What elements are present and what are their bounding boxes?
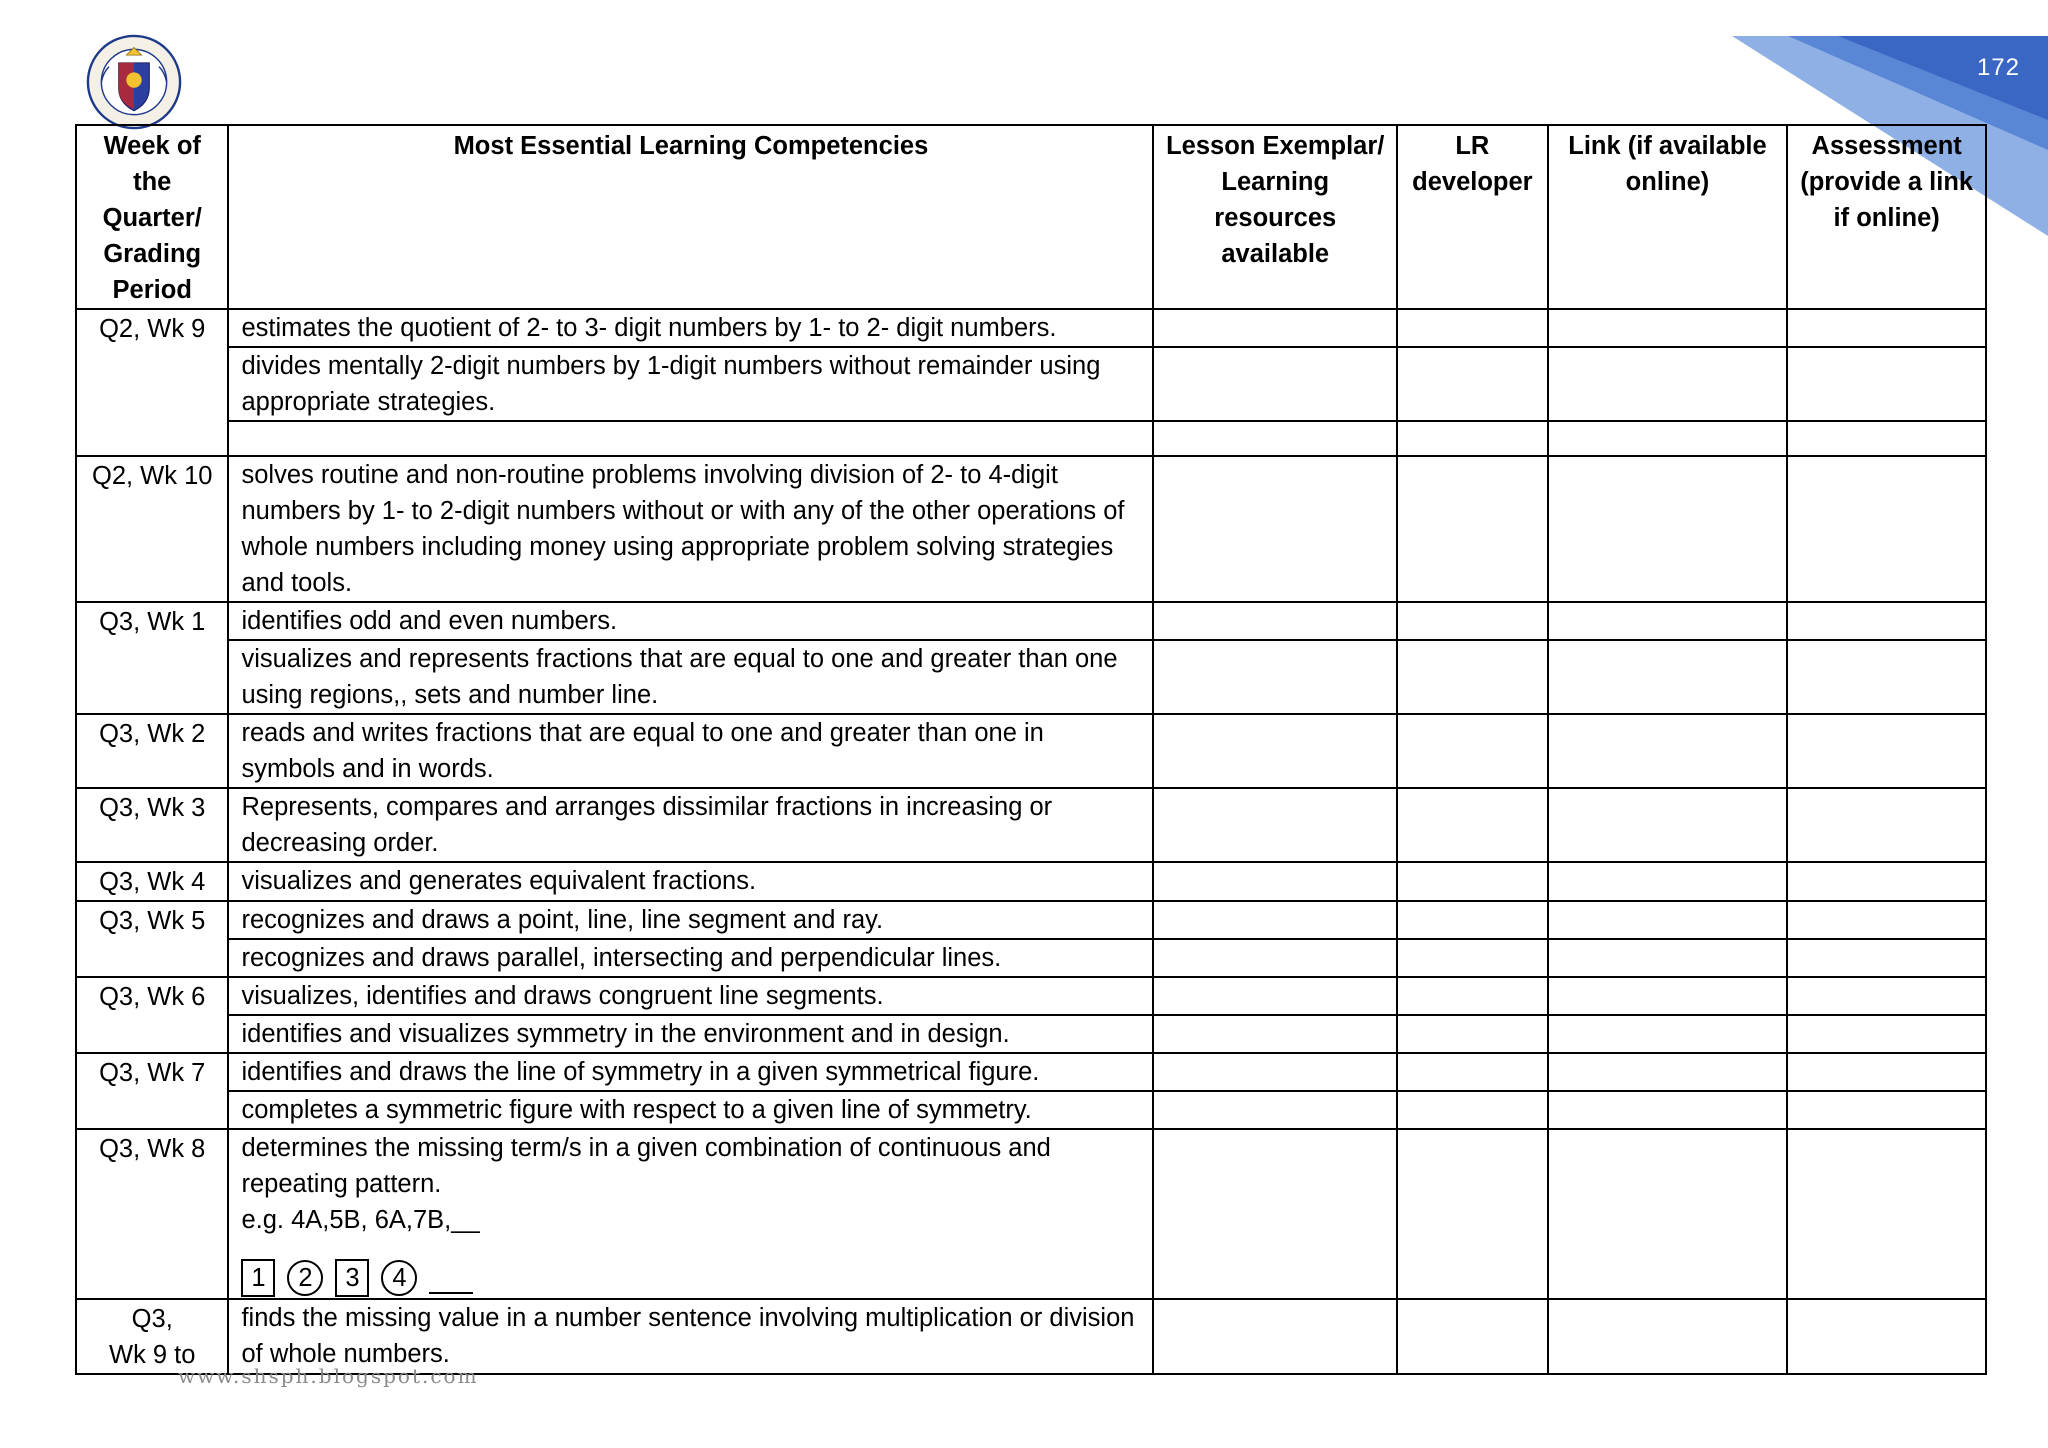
table-row xyxy=(76,640,1986,714)
pattern-circle: 2 xyxy=(287,1260,323,1296)
empty-cell xyxy=(1397,862,1547,901)
empty-cell xyxy=(1548,1129,1788,1299)
week-cell: Q3, Wk 8 xyxy=(76,1129,228,1299)
competency-text: determines the missing term/s in a given combination of continuous and repeating pattern. xyxy=(241,1134,1051,1198)
page-number: 172 xyxy=(1976,54,2020,81)
header-link: Link (if available online) xyxy=(1548,125,1788,309)
week-cell: Q3, Wk 2 xyxy=(76,714,228,788)
table-row xyxy=(76,1053,1986,1091)
empty-cell xyxy=(1397,1053,1547,1091)
header-lesson-exemplar: Lesson Exemplar/ Learning resources available xyxy=(1153,125,1397,309)
table-row xyxy=(76,1015,1986,1053)
week-cell: Q3, Wk 4 xyxy=(76,862,228,901)
week-cell: Q3, Wk 6 xyxy=(76,977,228,1053)
table-header-row xyxy=(76,125,1986,309)
table-row xyxy=(76,1129,1986,1299)
empty-cell xyxy=(1397,788,1547,862)
table-row xyxy=(76,347,1986,421)
competency-cell: estimates the quotient of 2- to 3- digit numbers by 1- to 2- digit numbers. xyxy=(228,309,1153,347)
empty-cell xyxy=(1787,421,1986,456)
empty-cell xyxy=(1153,347,1397,421)
competency-cell: solves routine and non-routine problems involving division of 2- to 4-digit numbers by 1- to 2-digit numbers without or with any of the other operations of whole numbers including money using appropriate problem solving strategies and tools. xyxy=(228,456,1153,602)
table-row xyxy=(76,714,1986,788)
empty-cell xyxy=(1787,901,1986,939)
empty-cell xyxy=(1153,901,1397,939)
empty-cell xyxy=(1153,1129,1397,1299)
week-cell: Q3, Wk 1 xyxy=(76,602,228,714)
empty-cell xyxy=(1397,1015,1547,1053)
empty-cell xyxy=(1548,456,1788,602)
pattern-blank xyxy=(429,1262,473,1294)
week-cell: Q2, Wk 10 xyxy=(76,456,228,602)
table-row xyxy=(76,862,1986,901)
empty-cell xyxy=(1153,602,1397,640)
empty-cell xyxy=(1397,602,1547,640)
week-cell: Q2, Wk 9 xyxy=(76,309,228,456)
empty-cell xyxy=(1153,640,1397,714)
competency-cell: recognizes and draws parallel, intersecting and perpendicular lines. xyxy=(228,939,1153,977)
competency-cell: reads and writes fractions that are equal to one and greater than one in symbols and in words. xyxy=(228,714,1153,788)
competency-cell: completes a symmetric figure with respect to a given line of symmetry. xyxy=(228,1091,1153,1129)
competency-cell: identifies odd and even numbers. xyxy=(228,602,1153,640)
empty-cell xyxy=(1548,714,1788,788)
empty-cell xyxy=(1787,1091,1986,1129)
pattern-square: 1 xyxy=(241,1259,275,1297)
week-cell: Q3, Wk 5 xyxy=(76,901,228,977)
header-assessment: Assessment (provide a link if online) xyxy=(1787,125,1986,309)
empty-cell xyxy=(1397,977,1547,1015)
competency-cell: finds the missing value in a number sentence involving multiplication or division of whole numbers. xyxy=(228,1299,1153,1374)
empty-cell xyxy=(1787,1129,1986,1299)
empty-cell xyxy=(1397,347,1547,421)
pattern-square: 3 xyxy=(335,1259,369,1297)
table-row xyxy=(76,309,1986,347)
empty-cell xyxy=(1787,309,1986,347)
competency-cell: recognizes and draws a point, line, line segment and ray. xyxy=(228,901,1153,939)
empty-cell xyxy=(1787,939,1986,977)
table-row xyxy=(76,602,1986,640)
empty-cell xyxy=(1548,640,1788,714)
table-row xyxy=(76,1091,1986,1129)
competency-cell: identifies and visualizes symmetry in the environment and in design. xyxy=(228,1015,1153,1053)
empty-cell xyxy=(1397,309,1547,347)
empty-cell xyxy=(1153,1053,1397,1091)
competency-cell: visualizes and represents fractions that are equal to one and greater than one using regions,, sets and number line. xyxy=(228,640,1153,714)
competency-cell xyxy=(228,421,1153,456)
deped-seal-logo xyxy=(86,34,182,130)
empty-cell xyxy=(1787,788,1986,862)
empty-cell xyxy=(1548,977,1788,1015)
week-cell: Q3, Wk 3 xyxy=(76,788,228,862)
empty-cell xyxy=(1787,977,1986,1015)
empty-cell xyxy=(1787,862,1986,901)
empty-cell xyxy=(1787,1015,1986,1053)
competency-cell: visualizes, identifies and draws congruent line segments. xyxy=(228,977,1153,1015)
empty-cell xyxy=(1153,421,1397,456)
week-line: Wk 9 to xyxy=(109,1341,196,1369)
watermark: www.shsph.blogspot.com xyxy=(178,1364,479,1388)
empty-cell xyxy=(1548,421,1788,456)
empty-cell xyxy=(1153,714,1397,788)
empty-cell xyxy=(1397,939,1547,977)
empty-cell xyxy=(1787,456,1986,602)
table-row xyxy=(76,1299,1986,1374)
competency-table xyxy=(75,124,1987,1375)
empty-cell xyxy=(1548,939,1788,977)
header-lr-developer: LR developer xyxy=(1397,125,1547,309)
table-row xyxy=(76,939,1986,977)
table-row xyxy=(76,421,1986,456)
header-week: Week of the Quarter/ Grading Period xyxy=(76,125,228,309)
empty-cell xyxy=(1397,1129,1547,1299)
empty-cell xyxy=(1397,421,1547,456)
empty-cell xyxy=(1787,1053,1986,1091)
empty-cell xyxy=(1153,1015,1397,1053)
empty-cell xyxy=(1548,788,1788,862)
week-cell: Q3, Wk 7 xyxy=(76,1053,228,1129)
empty-cell xyxy=(1787,1299,1986,1374)
empty-cell xyxy=(1153,977,1397,1015)
empty-cell xyxy=(1153,309,1397,347)
empty-cell xyxy=(1397,456,1547,602)
table-row xyxy=(76,901,1986,939)
empty-cell xyxy=(1548,309,1788,347)
empty-cell xyxy=(1548,901,1788,939)
empty-cell xyxy=(1397,640,1547,714)
pattern-circle: 4 xyxy=(381,1260,417,1296)
empty-cell xyxy=(1548,1015,1788,1053)
empty-cell xyxy=(1153,456,1397,602)
week-line: Q3, xyxy=(131,1305,173,1333)
empty-cell xyxy=(1548,1091,1788,1129)
competency-cell: visualizes and generates equivalent fractions. xyxy=(228,862,1153,901)
competency-cell: divides mentally 2-digit numbers by 1-digit numbers without remainder using appropriate strategies. xyxy=(228,347,1153,421)
empty-cell xyxy=(1153,788,1397,862)
week-cell xyxy=(76,1299,228,1374)
empty-cell xyxy=(1153,939,1397,977)
empty-cell xyxy=(1153,862,1397,901)
empty-cell xyxy=(1787,714,1986,788)
empty-cell xyxy=(1397,1091,1547,1129)
empty-cell xyxy=(1548,1053,1788,1091)
pattern-figure xyxy=(241,1258,1144,1298)
empty-cell xyxy=(1787,347,1986,421)
empty-cell xyxy=(1548,347,1788,421)
competency-example: e.g. 4A,5B, 6A,7B,__ xyxy=(241,1206,480,1234)
empty-cell xyxy=(1397,714,1547,788)
competency-cell: identifies and draws the line of symmetry in a given symmetrical figure. xyxy=(228,1053,1153,1091)
table-row xyxy=(76,788,1986,862)
empty-cell xyxy=(1787,640,1986,714)
table-row xyxy=(76,456,1986,602)
empty-cell xyxy=(1397,1299,1547,1374)
competency-cell: Represents, compares and arranges dissimilar fractions in increasing or decreasing order. xyxy=(228,788,1153,862)
empty-cell xyxy=(1153,1091,1397,1129)
empty-cell xyxy=(1153,1299,1397,1374)
table-row xyxy=(76,977,1986,1015)
header-competencies: Most Essential Learning Competencies xyxy=(228,125,1153,309)
empty-cell xyxy=(1787,602,1986,640)
empty-cell xyxy=(1548,1299,1788,1374)
empty-cell xyxy=(1548,862,1788,901)
empty-cell xyxy=(1548,602,1788,640)
competency-cell xyxy=(228,1129,1153,1299)
empty-cell xyxy=(1397,901,1547,939)
